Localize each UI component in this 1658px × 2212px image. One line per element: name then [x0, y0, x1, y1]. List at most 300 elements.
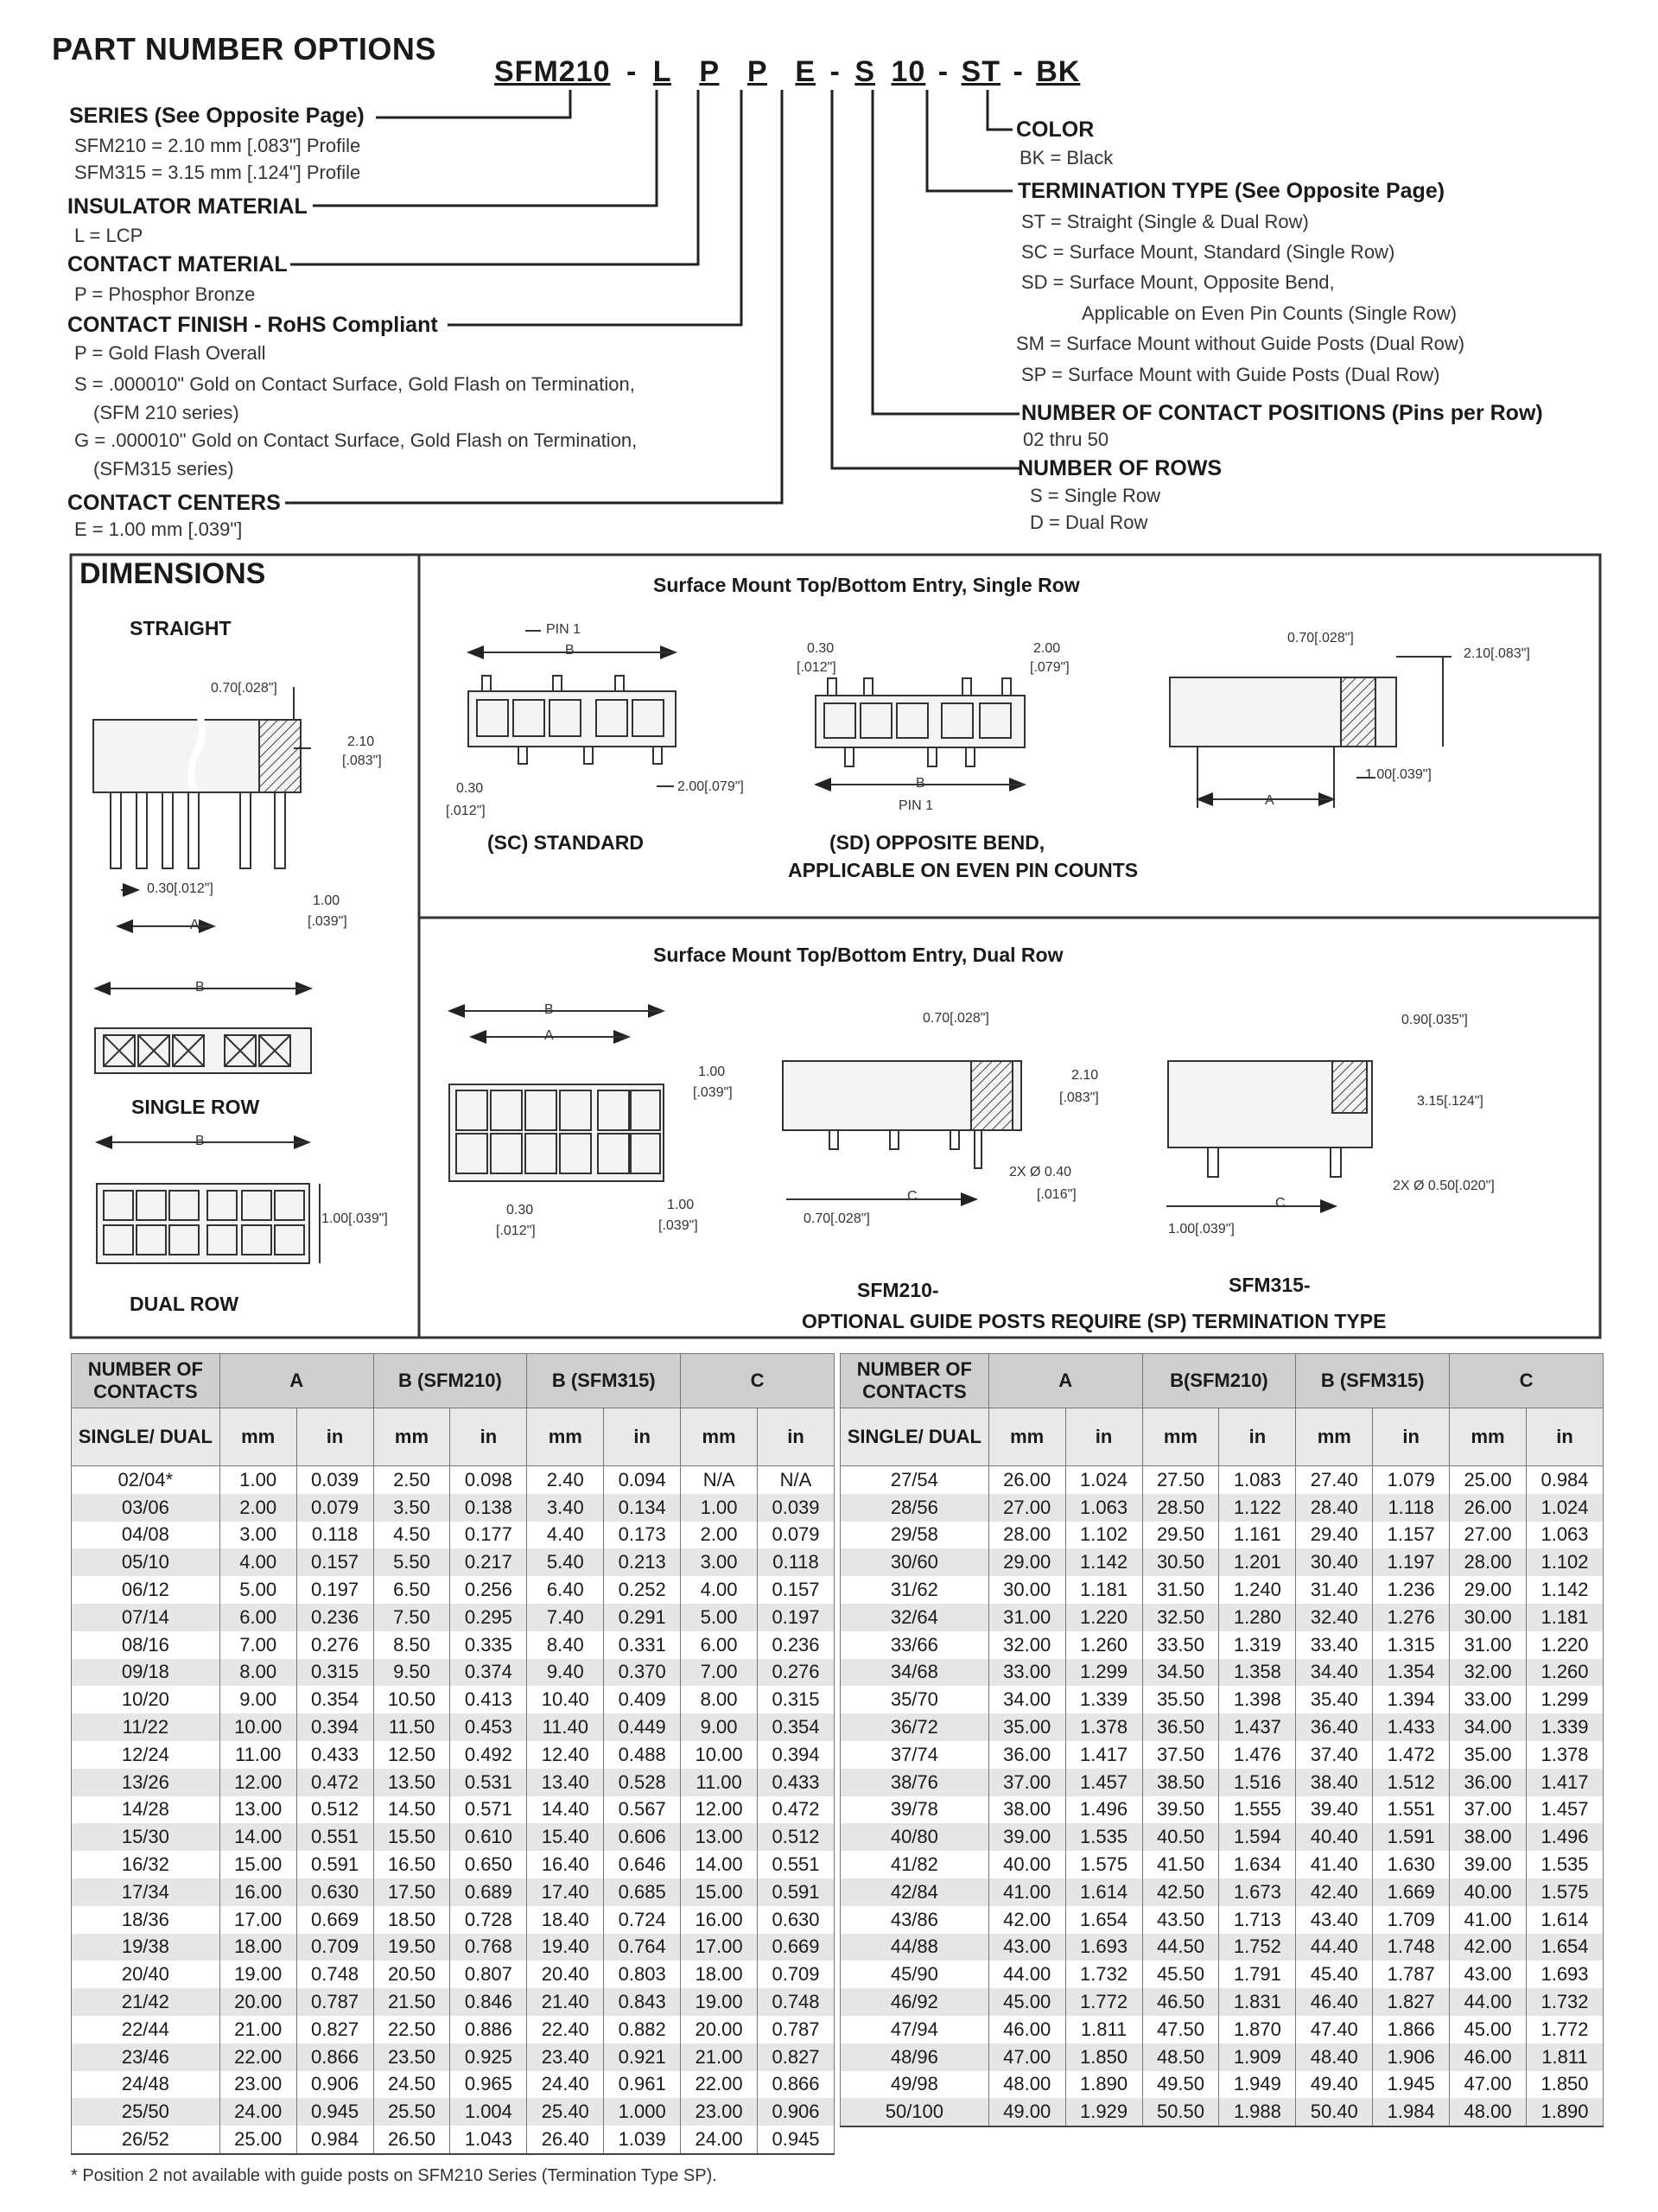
- table-cell: 28.00: [1450, 1548, 1527, 1576]
- table-cell: 40.40: [1296, 1823, 1373, 1851]
- table-cell: 22.40: [527, 2016, 604, 2044]
- table-cell: 29.00: [1450, 1576, 1527, 1604]
- contacts-cell: 32/64: [841, 1604, 989, 1631]
- table-cell: 16.00: [681, 1906, 758, 1934]
- table-cell: 41.50: [1142, 1851, 1219, 1878]
- table-cell: 24.00: [219, 2098, 296, 2126]
- table-cell: 0.157: [758, 1576, 835, 1604]
- table-cell: 0.630: [758, 1906, 835, 1934]
- table-cell: 39.50: [1142, 1796, 1219, 1824]
- table-cell: 47.50: [1142, 2016, 1219, 2044]
- table-cell: 25.00: [219, 2126, 296, 2154]
- option-finish-label: CONTACT FINISH - RoHS Compliant: [67, 313, 438, 337]
- table-cell: 35.00: [1450, 1741, 1527, 1769]
- table-cell: 1.319: [1219, 1631, 1296, 1659]
- table-row: [72, 1494, 835, 1522]
- code-centers: E: [795, 55, 816, 88]
- table-cell: 1.850: [1065, 2044, 1142, 2071]
- table-cell: 1.535: [1065, 1823, 1142, 1851]
- contacts-cell: 03/06: [72, 1494, 220, 1522]
- contacts-cell: 38/76: [841, 1769, 989, 1796]
- table-cell: 0.213: [604, 1548, 681, 1576]
- table-cell: 0.650: [450, 1851, 527, 1878]
- table-cell: 10.00: [681, 1741, 758, 1769]
- table-cell: 1.358: [1219, 1659, 1296, 1687]
- table-cell: 1.079: [1373, 1466, 1450, 1494]
- table-cell: 46.00: [1450, 2044, 1527, 2071]
- table-cell: 1.512: [1373, 1769, 1450, 1796]
- table-cell: 1.122: [1219, 1494, 1296, 1522]
- table-cell: 1.693: [1065, 1934, 1142, 1961]
- table-cell: 30.40: [1296, 1548, 1373, 1576]
- table-row: [72, 1823, 835, 1851]
- code-contact: P: [699, 55, 720, 88]
- table-cell: 27.00: [1450, 1522, 1527, 1549]
- table-cell: 1.102: [1065, 1522, 1142, 1549]
- table-cell: 1.236: [1373, 1576, 1450, 1604]
- table-cell: 13.40: [527, 1769, 604, 1796]
- table-cell: 1.748: [1373, 1934, 1450, 1961]
- table-cell: 0.472: [296, 1769, 373, 1796]
- contacts-cell: 09/18: [72, 1659, 220, 1687]
- table-cell: 1.476: [1219, 1741, 1296, 1769]
- table-cell: 0.630: [296, 1878, 373, 1906]
- table-cell: 1.591: [1373, 1823, 1450, 1851]
- contacts-cell: 24/48: [72, 2071, 220, 2099]
- table-cell: 17.40: [527, 1878, 604, 1906]
- table-cell: 12.50: [373, 1741, 450, 1769]
- table-cell: 34.00: [1450, 1713, 1527, 1741]
- table-row: [841, 1851, 1604, 1878]
- table-cell: 27.00: [988, 1494, 1065, 1522]
- table-row: [72, 1466, 835, 1494]
- table-cell: 1.614: [1527, 1906, 1604, 1934]
- contacts-cell: 33/66: [841, 1631, 989, 1659]
- table-cell: 0.409: [604, 1686, 681, 1713]
- table-cell: 45.40: [1296, 1961, 1373, 1988]
- table-cell: 1.000: [604, 2098, 681, 2126]
- table-cell: 0.039: [758, 1494, 835, 1522]
- table-row: [72, 1878, 835, 1906]
- table-cell: 2.50: [373, 1466, 450, 1494]
- table-cell: 9.40: [527, 1659, 604, 1687]
- table-row: [72, 1548, 835, 1576]
- table-row: [72, 1576, 835, 1604]
- table-row: [841, 1961, 1604, 1988]
- table-cell: 48.50: [1142, 2044, 1219, 2071]
- table-cell: 0.138: [450, 1494, 527, 1522]
- table-row: [72, 1686, 835, 1713]
- table-cell: 0.098: [450, 1466, 527, 1494]
- option-termination-label: TERMINATION TYPE (See Opposite Page): [1018, 179, 1445, 203]
- table-cell: 1.945: [1373, 2071, 1450, 2099]
- table-cell: 0.354: [296, 1686, 373, 1713]
- contacts-cell: 47/94: [841, 2016, 989, 2044]
- table-cell: 18.40: [527, 1906, 604, 1934]
- table-cell: 6.50: [373, 1576, 450, 1604]
- table-cell: 0.669: [296, 1906, 373, 1934]
- table-cell: 0.413: [450, 1686, 527, 1713]
- page-title: PART NUMBER OPTIONS: [52, 31, 436, 67]
- table-cell: 0.591: [296, 1851, 373, 1878]
- table-cell: 1.063: [1065, 1494, 1142, 1522]
- table-cell: 0.748: [296, 1961, 373, 1988]
- option-rows-label: NUMBER OF ROWS: [1018, 456, 1223, 480]
- table-row: [72, 1851, 835, 1878]
- table-row: [841, 1741, 1604, 1769]
- table-cell: 8.50: [373, 1631, 450, 1659]
- table-cell: 0.291: [604, 1604, 681, 1631]
- table-cell: 17.50: [373, 1878, 450, 1906]
- table-cell: 12.00: [219, 1769, 296, 1796]
- table-cell: 7.00: [219, 1631, 296, 1659]
- table-cell: 40.50: [1142, 1823, 1219, 1851]
- table-cell: 1.811: [1065, 2016, 1142, 2044]
- table-cell: 25.40: [527, 2098, 604, 2126]
- table-row: [841, 1494, 1604, 1522]
- table-cell: 1.339: [1527, 1713, 1604, 1741]
- table-cell: 4.40: [527, 1522, 604, 1549]
- contacts-cell: 34/68: [841, 1659, 989, 1687]
- table-cell: 0.610: [450, 1823, 527, 1851]
- table-row: [841, 1686, 1604, 1713]
- table-cell: 30.50: [1142, 1548, 1219, 1576]
- table-cell: 22.00: [219, 2044, 296, 2071]
- table-cell: 35.40: [1296, 1686, 1373, 1713]
- table-cell: 20.40: [527, 1961, 604, 1988]
- table-cell: 1.157: [1373, 1522, 1450, 1549]
- table-cell: 36.00: [988, 1741, 1065, 1769]
- table-cell: 0.276: [758, 1659, 835, 1687]
- table-cell: 0.925: [450, 2044, 527, 2071]
- table-cell: 0.236: [758, 1631, 835, 1659]
- contacts-cell: 22/44: [72, 2016, 220, 2044]
- contacts-cell: 45/90: [841, 1961, 989, 1988]
- table-cell: 1.394: [1373, 1686, 1450, 1713]
- table-cell: 2.00: [219, 1494, 296, 1522]
- table-cell: 0.669: [758, 1934, 835, 1961]
- table-cell: 1.315: [1373, 1631, 1450, 1659]
- table-cell: 9.50: [373, 1659, 450, 1687]
- option-positions-label: NUMBER OF CONTACT POSITIONS (Pins per Row): [1021, 401, 1543, 425]
- table-cell: 1.772: [1527, 2016, 1604, 2044]
- table-cell: 14.00: [681, 1851, 758, 1878]
- code-termination: ST: [961, 55, 1001, 88]
- table-cell: 0.886: [450, 2016, 527, 2044]
- table-cell: 35.50: [1142, 1686, 1219, 1713]
- table-cell: 1.00: [219, 1466, 296, 1494]
- table-cell: 0.748: [758, 1988, 835, 2016]
- table-cell: 1.004: [450, 2098, 527, 2126]
- sm-dual-title: Surface Mount Top/Bottom Entry, Dual Row: [653, 944, 1064, 966]
- table-cell: 38.00: [1450, 1823, 1527, 1851]
- table-cell: 1.555: [1219, 1796, 1296, 1824]
- code-positions: 10: [891, 55, 926, 88]
- table-cell: 1.787: [1373, 1961, 1450, 1988]
- table-cell: 1.673: [1219, 1878, 1296, 1906]
- table-cell: 1.398: [1219, 1686, 1296, 1713]
- table-cell: 0.866: [296, 2044, 373, 2071]
- contacts-cell: 30/60: [841, 1548, 989, 1576]
- table-cell: 0.079: [296, 1494, 373, 1522]
- table-cell: 1.142: [1065, 1548, 1142, 1576]
- table-cell: 1.039: [604, 2126, 681, 2154]
- table-cell: 45.00: [1450, 2016, 1527, 2044]
- guide-note: OPTIONAL GUIDE POSTS REQUIRE (SP) TERMINATION TYPE: [802, 1310, 1387, 1332]
- table-cell: 0.709: [296, 1934, 373, 1961]
- table-cell: 1.354: [1373, 1659, 1450, 1687]
- table-cell: 1.791: [1219, 1961, 1296, 1988]
- table-cell: 13.00: [681, 1823, 758, 1851]
- table-cell: 1.496: [1065, 1796, 1142, 1824]
- table-cell: 0.965: [450, 2071, 527, 2099]
- table-cell: 1.260: [1527, 1659, 1604, 1687]
- table-cell: 32.40: [1296, 1604, 1373, 1631]
- contacts-cell: 11/22: [72, 1713, 220, 1741]
- table-cell: 12.00: [681, 1796, 758, 1824]
- table-cell: 39.00: [988, 1823, 1065, 1851]
- table-cell: 1.713: [1219, 1906, 1296, 1934]
- table-row: [841, 1604, 1604, 1631]
- contacts-cell: 43/86: [841, 1906, 989, 1934]
- table-cell: 32.50: [1142, 1604, 1219, 1631]
- table-cell: 1.890: [1527, 2098, 1604, 2126]
- table-cell: 0.217: [450, 1548, 527, 1576]
- table-cell: 33.40: [1296, 1631, 1373, 1659]
- table-cell: 1.181: [1527, 1604, 1604, 1631]
- table-cell: 0.768: [450, 1934, 527, 1961]
- table-cell: 5.50: [373, 1548, 450, 1576]
- table-cell: 40.00: [1450, 1878, 1527, 1906]
- table-cell: 0.433: [758, 1769, 835, 1796]
- table-cell: 1.197: [1373, 1548, 1450, 1576]
- table-cell: 15.40: [527, 1823, 604, 1851]
- table-cell: 0.906: [296, 2071, 373, 2099]
- table-cell: 0.157: [296, 1548, 373, 1576]
- table-cell: 0.177: [450, 1522, 527, 1549]
- table-cell: 11.40: [527, 1713, 604, 1741]
- table-cell: 31.40: [1296, 1576, 1373, 1604]
- table-cell: 1.496: [1527, 1823, 1604, 1851]
- table-cell: 1.220: [1527, 1631, 1604, 1659]
- table-cell: 44.40: [1296, 1934, 1373, 1961]
- table-cell: 43.00: [1450, 1961, 1527, 1988]
- contacts-cell: 19/38: [72, 1934, 220, 1961]
- table-cell: 1.161: [1219, 1522, 1296, 1549]
- table-cell: 23.00: [219, 2071, 296, 2099]
- table-cell: 37.00: [988, 1769, 1065, 1796]
- table-cell: 41.00: [1450, 1906, 1527, 1934]
- contacts-cell: 27/54: [841, 1466, 989, 1494]
- table-cell: 5.00: [681, 1604, 758, 1631]
- table-cell: 0.335: [450, 1631, 527, 1659]
- table-cell: 9.00: [219, 1686, 296, 1713]
- table-cell: 0.961: [604, 2071, 681, 2099]
- table-row: [72, 1906, 835, 1934]
- table-row: [841, 1934, 1604, 1961]
- table-cell: 10.00: [219, 1713, 296, 1741]
- table-cell: 1.890: [1065, 2071, 1142, 2099]
- table-cell: 0.921: [604, 2044, 681, 2071]
- contacts-cell: 13/26: [72, 1769, 220, 1796]
- table-row: [72, 1769, 835, 1796]
- table-cell: 1.378: [1065, 1713, 1142, 1741]
- contacts-cell: 16/32: [72, 1851, 220, 1878]
- dimensions-title: DIMENSIONS: [79, 557, 266, 590]
- table-cell: 0.472: [758, 1796, 835, 1824]
- table-row: [841, 2071, 1604, 2099]
- table-row: [841, 1796, 1604, 1824]
- table-cell: 0.039: [296, 1466, 373, 1494]
- table-cell: 1.00: [681, 1494, 758, 1522]
- table-row: [841, 1713, 1604, 1741]
- table-cell: 11.00: [681, 1769, 758, 1796]
- table-cell: 33.00: [1450, 1686, 1527, 1713]
- table-cell: 31.00: [988, 1604, 1065, 1631]
- table-cell: 1.732: [1065, 1961, 1142, 1988]
- table-cell: 0.118: [758, 1548, 835, 1576]
- table-cell: 15.50: [373, 1823, 450, 1851]
- table-cell: 34.40: [1296, 1659, 1373, 1687]
- table-cell: 18.00: [219, 1934, 296, 1961]
- table-cell: 1.457: [1065, 1769, 1142, 1796]
- table-cell: 37.50: [1142, 1741, 1219, 1769]
- table-cell: 10.40: [527, 1686, 604, 1713]
- table-cell: 50.50: [1142, 2098, 1219, 2126]
- table-cell: 22.50: [373, 2016, 450, 2044]
- table-cell: 42.50: [1142, 1878, 1219, 1906]
- table-cell: 0.197: [758, 1604, 835, 1631]
- table-cell: 50.40: [1296, 2098, 1373, 2126]
- table-cell: 0.394: [296, 1713, 373, 1741]
- table-cell: 0.646: [604, 1851, 681, 1878]
- table-cell: 1.654: [1527, 1934, 1604, 1961]
- contacts-cell: 04/08: [72, 1522, 220, 1549]
- table-cell: 27.40: [1296, 1466, 1373, 1494]
- table-cell: 24.40: [527, 2071, 604, 2099]
- table-row: [72, 1961, 835, 1988]
- table-cell: 1.024: [1527, 1494, 1604, 1522]
- table-cell: 1.339: [1065, 1686, 1142, 1713]
- table-cell: 0.591: [758, 1878, 835, 1906]
- table-cell: 0.571: [450, 1796, 527, 1824]
- table-cell: 1.181: [1065, 1576, 1142, 1604]
- table-cell: 1.299: [1527, 1686, 1604, 1713]
- table-row: [841, 1631, 1604, 1659]
- table-cell: 0.134: [604, 1494, 681, 1522]
- table-cell: 0.453: [450, 1713, 527, 1741]
- contacts-cell: 21/42: [72, 1988, 220, 2016]
- table-cell: 4.00: [219, 1548, 296, 1576]
- contacts-cell: 12/24: [72, 1741, 220, 1769]
- contacts-cell: 41/82: [841, 1851, 989, 1878]
- table-cell: 5.00: [219, 1576, 296, 1604]
- table-cell: 32.00: [1450, 1659, 1527, 1687]
- table-cell: 4.50: [373, 1522, 450, 1549]
- table-cell: 38.50: [1142, 1769, 1219, 1796]
- table-cell: 1.378: [1527, 1741, 1604, 1769]
- table-cell: 0.689: [450, 1878, 527, 1906]
- table-cell: 1.614: [1065, 1878, 1142, 1906]
- table-cell: 0.787: [296, 1988, 373, 2016]
- table-cell: 0.945: [296, 2098, 373, 2126]
- table-cell: 42.00: [1450, 1934, 1527, 1961]
- contacts-cell: 02/04*: [72, 1466, 220, 1494]
- code-finish: P: [746, 55, 767, 88]
- table-cell: 16.50: [373, 1851, 450, 1878]
- contacts-cell: 20/40: [72, 1961, 220, 1988]
- table-cell: 1.118: [1373, 1494, 1450, 1522]
- table-cell: 2.40: [527, 1466, 604, 1494]
- table-cell: 47.40: [1296, 2016, 1373, 2044]
- table-cell: 0.433: [296, 1741, 373, 1769]
- table-cell: 20.00: [219, 1988, 296, 2016]
- table-cell: 49.50: [1142, 2071, 1219, 2099]
- contacts-cell: 40/80: [841, 1823, 989, 1851]
- table-cell: 1.906: [1373, 2044, 1450, 2071]
- contacts-cell: 37/74: [841, 1741, 989, 1769]
- table-cell: 1.575: [1527, 1878, 1604, 1906]
- table-cell: 31.50: [1142, 1576, 1219, 1604]
- table-cell: 1.457: [1527, 1796, 1604, 1824]
- table-cell: 19.40: [527, 1934, 604, 1961]
- table-cell: 37.00: [1450, 1796, 1527, 1824]
- table-cell: 18.00: [681, 1961, 758, 1988]
- table-cell: 0.315: [758, 1686, 835, 1713]
- table-cell: 0.787: [758, 2016, 835, 2044]
- table-row: [841, 1878, 1604, 1906]
- table-cell: 13.00: [219, 1796, 296, 1824]
- code-rows: S: [854, 55, 876, 88]
- contacts-cell: 46/92: [841, 1988, 989, 2016]
- table-cell: 19.50: [373, 1934, 450, 1961]
- table-cell: 24.50: [373, 2071, 450, 2099]
- contacts-cell: 15/30: [72, 1823, 220, 1851]
- option-insulator-label: INSULATOR MATERIAL: [67, 194, 308, 219]
- table-row: [72, 2098, 835, 2126]
- table-cell: 1.240: [1219, 1576, 1296, 1604]
- table-cell: 11.50: [373, 1713, 450, 1741]
- table-row: [72, 2126, 835, 2154]
- table-cell: 0.354: [758, 1713, 835, 1741]
- table-cell: 39.00: [1450, 1851, 1527, 1878]
- table-cell: 14.50: [373, 1796, 450, 1824]
- table-cell: 23.50: [373, 2044, 450, 2071]
- table-cell: 18.50: [373, 1906, 450, 1934]
- code-color: BK: [1036, 55, 1081, 88]
- code-insulator: L: [652, 55, 671, 88]
- table-row: [841, 1769, 1604, 1796]
- option-contact-material-label: CONTACT MATERIAL: [67, 252, 288, 276]
- table-cell: 26.00: [1450, 1494, 1527, 1522]
- table-cell: 0.709: [758, 1961, 835, 1988]
- table-row: [841, 1659, 1604, 1687]
- table-cell: 0.728: [450, 1906, 527, 1934]
- contacts-cell: 23/46: [72, 2044, 220, 2071]
- table-cell: 1.654: [1065, 1906, 1142, 1934]
- table-cell: 3.00: [681, 1548, 758, 1576]
- table-cell: 1.630: [1373, 1851, 1450, 1878]
- table-cell: 40.00: [988, 1851, 1065, 1878]
- table-cell: 0.173: [604, 1522, 681, 1549]
- table-cell: 6.40: [527, 1576, 604, 1604]
- table-cell: 8.00: [219, 1659, 296, 1687]
- table-cell: 43.40: [1296, 1906, 1373, 1934]
- table-cell: 47.00: [988, 2044, 1065, 2071]
- contacts-cell: 35/70: [841, 1686, 989, 1713]
- contacts-cell: 49/98: [841, 2071, 989, 2099]
- table-cell: 23.00: [681, 2098, 758, 2126]
